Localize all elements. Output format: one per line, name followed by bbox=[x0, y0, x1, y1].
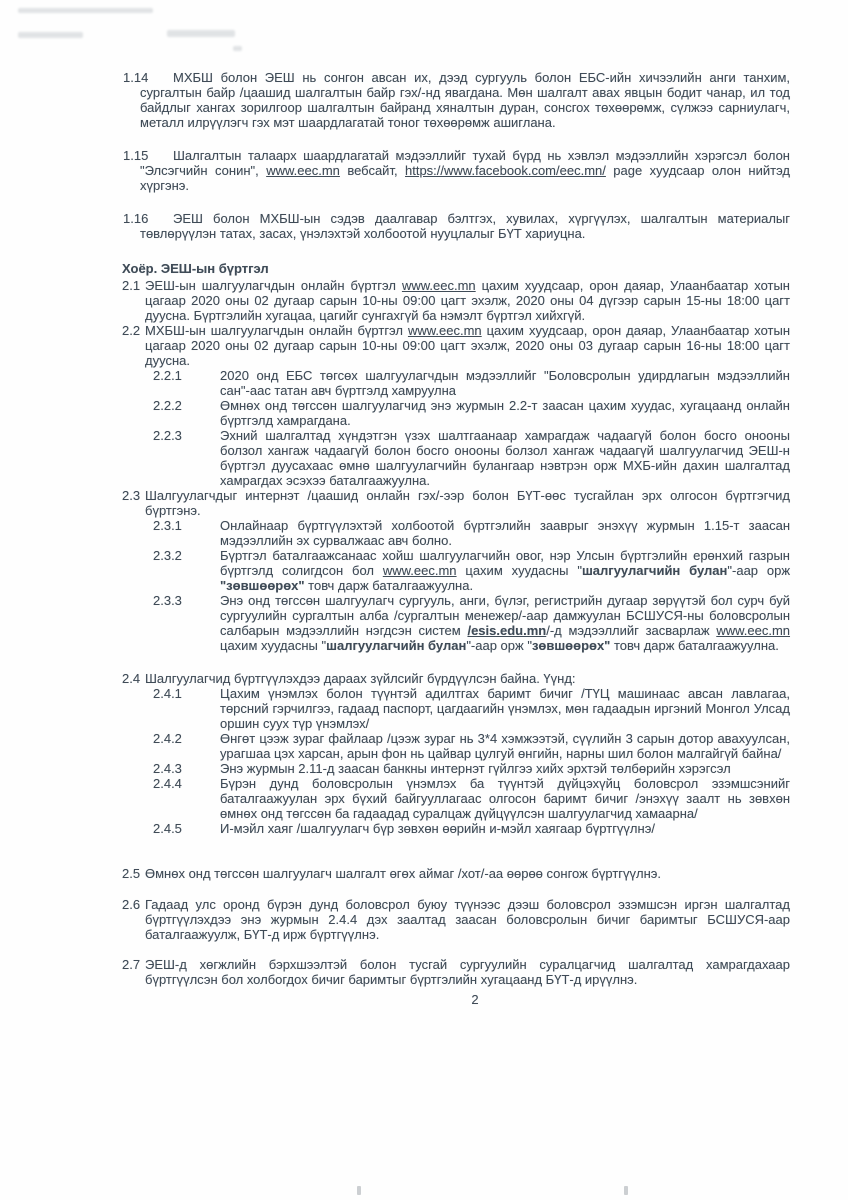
text-segment: Онлайнаар бүртгүүлэхтэй холбоотой бүртгэлийн зааврыг энэхүү журмын 1.15-т заасан мэдээллийн эх сурвалжаас авч болно. bbox=[220, 518, 790, 548]
item-number: 1.16 bbox=[123, 211, 149, 226]
text-segment: Өмнөх онд төгссөн шалгуулагч шалгалт өгөх аймаг /хот/-аа өөрөө сонгож бүртгүүлнэ. bbox=[145, 866, 662, 881]
item-number: 2.4.3 bbox=[153, 761, 182, 776]
paragraph-1.14 bbox=[123, 70, 790, 130]
item-number: 2.2 bbox=[122, 323, 141, 338]
paragraph-2.5 bbox=[122, 866, 790, 881]
page-number: 2 bbox=[471, 992, 479, 1007]
text-segment: Эхний шалгалтад хүндэтгэн үзэх шалтгаанаар хамрагдаж чадаагүй болон босго онооны болзол хангаж чадаагүй болон босго онооны болзол хангаж чадаагүй шалгуулагчид ЭЕШ-н бүртгэл дуусахаас өмнө шалгуулагчийн булангаар нэвтрэн орж МХБ-ийн дахин шалгалтад хамрагдах эсэхээ баталгаажуулна. bbox=[220, 428, 790, 488]
item-number: 2.4.2 bbox=[153, 731, 182, 746]
scan-artifact bbox=[233, 46, 242, 51]
item-number: 1.15 bbox=[123, 148, 149, 163]
item-number: 2.2.3 bbox=[153, 428, 182, 443]
paragraph-2.3.3 bbox=[153, 593, 791, 653]
item-number: 2.1 bbox=[122, 278, 141, 293]
paragraph-2.7 bbox=[122, 957, 790, 987]
text-segment: вебсайт, bbox=[339, 163, 405, 178]
text-segment: товч дарж баталгаажуулна. bbox=[610, 638, 779, 653]
item-number: 2.3.2 bbox=[153, 548, 182, 563]
item-number: 2.4 bbox=[122, 671, 141, 686]
item-number: 1.14 bbox=[123, 70, 149, 85]
scan-artifact bbox=[167, 30, 235, 37]
item-number: 2.3.3 bbox=[153, 593, 182, 608]
item-number: 2.2.1 bbox=[153, 368, 182, 383]
paragraph-1.15 bbox=[123, 148, 791, 193]
text-segment: Өнгөт цээж зураг файлаар /цээж зураг нь 3*4 хэмжээтэй, сүүлийн 3 сарын дотор авахуулсан, урагшаа цэх харсан, арын фон нь цайвар цулгуй өнгийн, нарны шил болон малгайгүй байна/ bbox=[220, 731, 790, 761]
eec-website-link[interactable]: www.eec.mn bbox=[401, 278, 476, 293]
paragraph-2.4.4 bbox=[153, 776, 790, 821]
paragraph-2.4.5 bbox=[153, 821, 790, 836]
text-segment: цахим хуудасны " bbox=[456, 563, 582, 578]
text-segment: Бүртгэл баталгаажсанаас хойш шалгуулагчийн овог, нэр Улсын бүртгэлийн ерөнхий газрын бүртгэлд солигдсон бол bbox=[220, 548, 790, 578]
text-segment: Энэ журмын 2.11-д заасан банкны интернэт гүйлгээ хийх эрхтэй төлбөрийн хэрэгсэл bbox=[220, 761, 731, 776]
eec-website-link[interactable]: www.eec.mn bbox=[266, 163, 340, 178]
item-number: 2.4.5 bbox=[153, 821, 182, 836]
text-segment: ЭЕШ-ын шалгуулагчдын онлайн бүртгэл bbox=[145, 278, 402, 293]
paragraph-2.3.2 bbox=[153, 548, 791, 593]
text-segment: шалгуулагчийн булан bbox=[326, 638, 467, 653]
text-segment: шалгуулагчийн булан bbox=[581, 563, 728, 578]
scan-speck bbox=[357, 1186, 361, 1195]
paragraph-2.1 bbox=[122, 278, 790, 323]
text-segment: МХБШ болон ЭЕШ нь сонгон авсан их, дээд сургууль болон ЕБС-ийн хичээлийн анги танхим, сургалтын байр /цаашид шалгалтын байр гэх/-нд явагдана. Мөн шалгалт авах явцын бодит чанар, ил тод байдлыг хангах зорилгоор шалгалтын байранд хяналтын дуран, сонсгох төхөөрөмж, сүлжээ сарниулагч, металл илрүүлэгч гэх мэт шаардлагатай тоног төхөөрөмж ашиглана. bbox=[140, 70, 790, 130]
eec-website-link[interactable]: www.eec.mn bbox=[407, 323, 482, 338]
item-number: 2.2.2 bbox=[153, 398, 182, 413]
paragraph-2.2.2 bbox=[153, 398, 790, 428]
text-segment: цахим хуудсаар, орон даяар, Улаанбаатар хотын цагаар 2020 оны 02 дугаар сарын 10-ны 09:00 цагт эхэлж, 2020 оны 03 дугаар сарын 16-ны 18:00 цагт дуусна. bbox=[145, 323, 790, 368]
text-segment: Шалгуулагчид бүртгүүлэхдээ дараах зүйлсийг бүрдүүлсэн байна. Үүнд: bbox=[145, 671, 576, 686]
eec-website-link[interactable]: www.eec.mn bbox=[716, 623, 791, 638]
text-segment: "-аар орж " bbox=[466, 638, 532, 653]
text-segment: товч дарж баталгаажуулна. bbox=[304, 578, 474, 593]
eec-website-link[interactable]: www.eec.mn bbox=[382, 563, 457, 578]
paragraph-2.4 bbox=[122, 671, 790, 686]
text-segment: И-мэйл хаяг /шалгуулагч бүр зөвхөн өөрийн и-мэйл хаягаар бүртгүүлнэ/ bbox=[220, 821, 655, 836]
item-number: 2.3.1 bbox=[153, 518, 182, 533]
text-segment: "-аар орж bbox=[727, 563, 791, 578]
facebook-page-link[interactable]: https://www.facebook.com/eec.mn/ bbox=[405, 163, 606, 178]
text-segment: Гадаад улс оронд бүрэн дунд боловсрол буюу түүнээс дээш боловсрол эзэмшсэн иргэн шалгалтад бүртгүүлэхдээ энэ журмын 2.4.4 дэх заалтад заасан боловсролын бичиг баримтыг БСШУСЯ-аар баталгаажуулж, БҮТ-д ирж бүртгүүлнэ. bbox=[145, 897, 790, 942]
item-number: 2.4.1 bbox=[153, 686, 182, 701]
text-segment: МХБШ-ын шалгуулагчдын онлайн бүртгэл bbox=[145, 323, 408, 338]
esis-system-link[interactable]: /esis.edu.mn bbox=[467, 623, 547, 638]
section-heading-section-2: Хоёр. ЭЕШ-ын бүртгэл bbox=[122, 261, 269, 276]
text-segment: ЭЕШ болон МХБШ-ын сэдэв даалгавар бэлтгэх, хувилах, хүргүүлэх, шалгалтын материалыг төвлөрүүлэн татах, засах, үнэлэхтэй холбоотой нууцлалыг БҮТ хариуцна. bbox=[140, 211, 790, 241]
paragraph-2.4.2 bbox=[153, 731, 790, 761]
scan-artifact bbox=[18, 8, 153, 13]
text-segment: цахим хуудсаар, орон даяар, Улаанбаатар хотын цагаар 2020 оны 02 дугаар сарын 10-ны 09:00 цагт эхэлж, 2020 оны 04 дүгээр сарын 15-ны 18:00 цагт дуусна. Бүртгэлийн хугацаа, цагийг сунгахгүй ба нэмэлт бүртгэл хийхгүй. bbox=[145, 278, 790, 323]
text-segment: /-д мэдээллийг засварлаж bbox=[546, 623, 717, 638]
text-segment: зөвшөөрөх" bbox=[531, 638, 611, 653]
text-segment: Цахим үнэмлэх болон түүнтэй адилтгах баримт бичиг /ТҮЦ машинаас авсан лавлагаа, төрсний гэрчилгээ, гадаад паспорт, цагдаагийн үнэмлэх, мөн гадаадын иргэний Монгол Улсад оршин суух түр үнэмлэх/ bbox=[220, 686, 790, 731]
paragraph-2.3 bbox=[122, 488, 790, 518]
paragraph-2.2 bbox=[122, 323, 790, 368]
text-segment: Бүрэн дунд боловсролын үнэмлэх ба түүнтэй дүйцэхүйц боловсрол эзэмшсэнийг баталгаажуулан эрх бүхий байгууллагаас олгосон баримт бичиг /энэхүү заалт нь зөвхөн өмнөх онд төгссөн ба гадаадад суралцаж дүйцүүлсэн шалгуулагчид хамаарна/ bbox=[220, 776, 790, 821]
text-segment: цахим хуудасны " bbox=[220, 638, 327, 653]
text-segment: page хуудсаар олон нийтэд хүргэнэ. bbox=[140, 163, 791, 193]
text-segment: ЭЕШ-д хөгжлийн бэрхшээлтэй болон тусгай сургуулийн суралцагчид шалгалтад хамрагдахаар бүртгүүлсэн бол холбогдох бичиг баримтыг бүртгэлийн хугацаанд БҮТ-д ирүүлнэ. bbox=[145, 957, 790, 987]
item-number: 2.6 bbox=[122, 897, 141, 912]
text-segment: Энэ онд төгссөн шалгуулагч сургууль, анги, бүлэг, регистрийн дугаар зөрүүтэй бол сурч буй сургуулийн сургалтын алба /сургалтын менежер/-аар дамжуулан БСШУСЯ-ны боловсролын салбарын мэдээллийн нэгдсэн систем bbox=[220, 593, 790, 638]
text-segment: 2020 онд ЕБС төгсөх шалгуулагчдын мэдээллийг "Боловсролын удирдлагын мэдээллийн сан"-аас татан авч бүртгэлд хамруулна bbox=[220, 368, 790, 398]
item-number: 2.4.4 bbox=[153, 776, 182, 791]
paragraph-1.16 bbox=[123, 211, 790, 241]
document-content bbox=[0, 70, 848, 1007]
item-number: 2.5 bbox=[122, 866, 141, 881]
text-segment: "зөвшөөрөх" bbox=[220, 578, 305, 593]
paragraph-2.3.1 bbox=[153, 518, 790, 548]
text-segment: Шалгалтын талаарх шаардлагатай мэдээллийг тухай бүрд нь хэвлэл мэдээллийн хэрэгсэл болон "Элсэгчийн сонин", bbox=[140, 148, 790, 178]
item-number: 2.3 bbox=[122, 488, 141, 503]
scan-speck bbox=[624, 1186, 628, 1195]
paragraph-2.2.3 bbox=[153, 428, 790, 488]
text-segment: Шалгуулагчдыг интернэт /цаашид онлайн гэх/-ээр болон БҮТ-өөс тусгайлан эрх олгосон бүртгэгчид бүртгэнэ. bbox=[145, 488, 790, 518]
paragraph-2.4.3 bbox=[153, 761, 790, 776]
scan-artifact bbox=[18, 32, 83, 38]
paragraph-2.2.1 bbox=[153, 368, 790, 398]
text-segment: Өмнөх онд төгссөн шалгуулагчид энэ журмын 2.2-т заасан цахим хуудас, хугацаанд онлайн бүртгэлд хамрагдана. bbox=[220, 398, 790, 428]
item-number: 2.7 bbox=[122, 957, 141, 972]
paragraph-list bbox=[0, 70, 848, 987]
paragraph-2.6 bbox=[122, 897, 790, 942]
paragraph-2.4.1 bbox=[153, 686, 790, 731]
